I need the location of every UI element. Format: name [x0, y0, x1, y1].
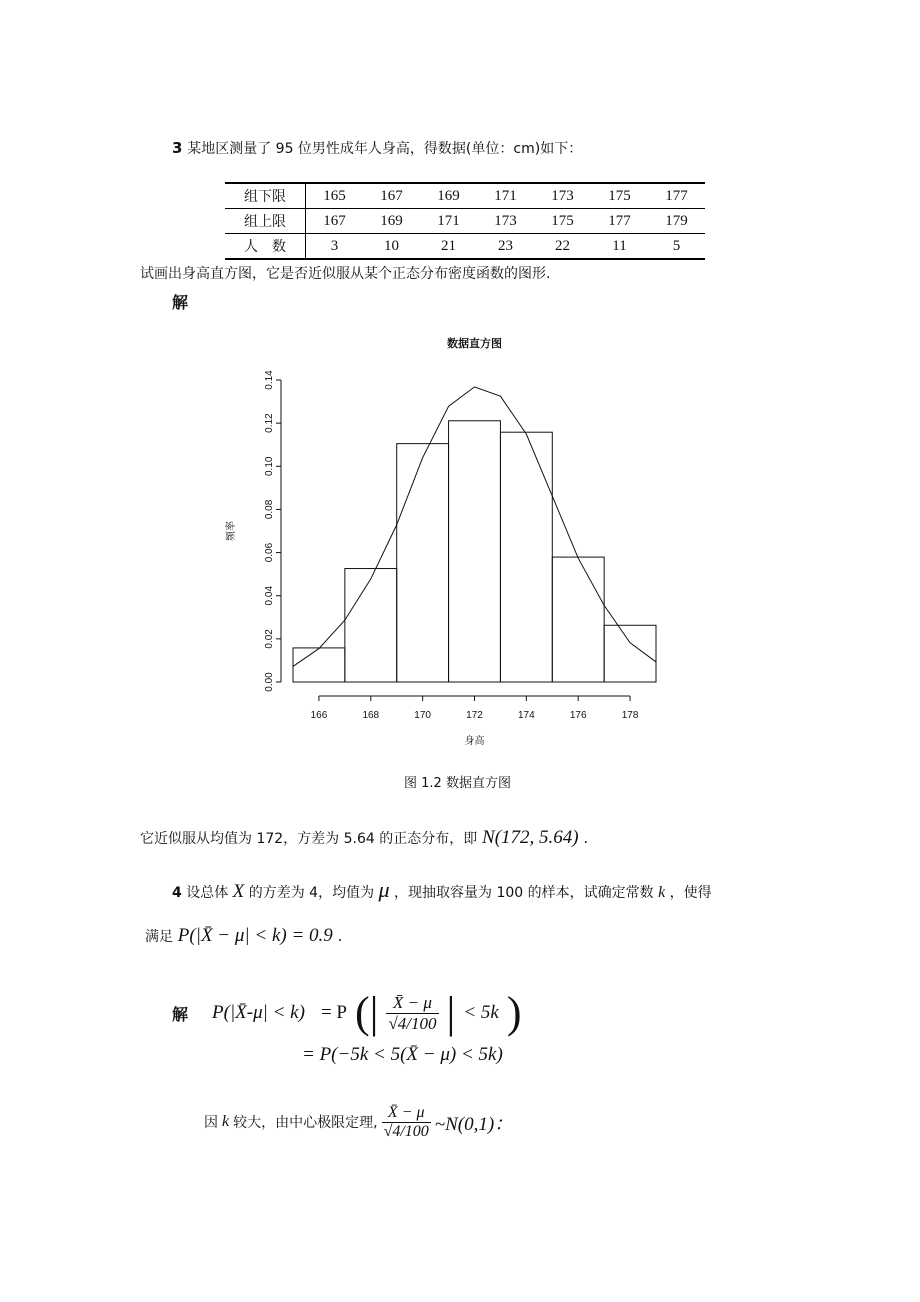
abs-bracket-close: | — [446, 988, 456, 1037]
var-k: k — [658, 884, 666, 901]
table-cell: 5 — [648, 234, 705, 260]
conclusion-text: 它近似服从均值为 172，方差为 5.64 的正态分布，即 — [140, 831, 478, 847]
problem-3-question: 试画出身高直方图，它是否近似服从某个正态分布密度函数的图形. — [140, 266, 551, 282]
paren-close: ) — [506, 988, 522, 1037]
var-k: k — [222, 1113, 230, 1130]
y-tick-label: 0.04 — [264, 585, 275, 606]
clt-text: 较大，由中心极限定理, — [233, 1115, 378, 1131]
standardized-fraction — [386, 993, 438, 1034]
x-tick-label: 170 — [414, 710, 431, 721]
x-tick-label: 172 — [466, 710, 483, 721]
histogram-bar — [293, 648, 345, 682]
table-cell: 173 — [534, 183, 591, 209]
var-mu: μ — [378, 877, 390, 902]
table-cell: 171 — [420, 209, 477, 234]
figure-caption: 图 1.2 数据直方图 — [404, 776, 511, 791]
solution-step-2: = P(−5k < 5(X̄ − μ) < 5k) — [302, 1044, 503, 1065]
conclusion-formula: N(172, 5.64) — [482, 827, 579, 848]
x-tick-label: 166 — [310, 710, 328, 721]
row-label: 组下限 — [225, 183, 306, 209]
problem-number: 4 — [172, 885, 182, 901]
step1-rhs: < 5k — [463, 1002, 499, 1023]
step1-eq: = P — [320, 1002, 347, 1023]
table-cell: 169 — [363, 209, 420, 234]
histogram-bar — [552, 557, 604, 682]
y-tick-label: 0.12 — [264, 413, 275, 433]
solution-step-1 — [172, 978, 522, 1048]
density-curve — [293, 387, 656, 667]
table-row — [225, 234, 705, 260]
clt-prefix: 因 — [204, 1115, 218, 1131]
table-cell: 175 — [591, 183, 648, 209]
histogram-bar — [604, 625, 656, 682]
fraction-denominator: √4/100 — [383, 1122, 429, 1140]
x-tick-label: 174 — [518, 710, 535, 721]
table-row — [225, 183, 705, 209]
histogram-bar — [449, 421, 501, 682]
table-cell: 177 — [591, 209, 648, 234]
p4-text-a: 设总体 — [186, 885, 229, 901]
p4-line2-prefix: 满足 — [145, 929, 173, 945]
histogram-bar — [500, 432, 552, 682]
problem-number: 3 — [172, 139, 183, 157]
histogram-bar — [345, 569, 397, 682]
y-tick-label: 0.02 — [264, 629, 275, 649]
clt-tail: ~N(0,1)： — [434, 1113, 514, 1135]
row-label: 组上限 — [225, 209, 306, 234]
table-cell: 169 — [420, 183, 477, 209]
table-cell: 167 — [306, 209, 364, 234]
problem-text: 某地区测量了 95 位男性成年人身高，得数据(单位：cm)如下： — [187, 141, 583, 157]
table-cell: 22 — [534, 234, 591, 260]
table-cell: 10 — [363, 234, 420, 260]
p4-text-d: ，使得 — [669, 885, 712, 901]
height-data-table — [225, 182, 705, 260]
chart-title: 数据直方图 — [447, 338, 502, 350]
clt-fraction — [382, 1104, 431, 1141]
y-tick-label: 0.06 — [264, 542, 275, 563]
problem-4-statement — [172, 877, 712, 903]
p4-text-b: 的方差为 4，均值为 — [248, 885, 375, 901]
fraction-denominator: √4/100 — [388, 1013, 437, 1033]
step1-lhs: P(|X̄-μ| < k) — [212, 1002, 305, 1023]
table-cell: 175 — [534, 209, 591, 234]
table-cell: 3 — [306, 234, 364, 260]
x-axis-label: 身高 — [464, 736, 485, 747]
abs-bracket: (| — [355, 988, 379, 1037]
conclusion-period: . — [583, 829, 589, 847]
x-tick-label: 168 — [362, 710, 380, 721]
condition-period: . — [337, 927, 343, 945]
condition-formula: P(|X̄ − μ| < k) = 0.9 — [177, 925, 333, 946]
y-tick-label: 0.14 — [264, 370, 275, 390]
table-cell: 21 — [420, 234, 477, 260]
histogram-bar — [397, 444, 449, 682]
problem-4-condition — [145, 926, 342, 947]
y-tick-label: 0.08 — [264, 499, 275, 520]
table-cell: 177 — [648, 183, 705, 209]
p4-text-c: ，现抽取容量为 100 的样本，试确定常数 — [394, 885, 654, 901]
y-tick-label: 0.00 — [264, 672, 275, 692]
problem-3-conclusion — [140, 828, 588, 849]
table-cell: 23 — [477, 234, 534, 260]
table-cell: 179 — [648, 209, 705, 234]
problem-3-statement — [172, 138, 582, 159]
histogram-chart — [210, 328, 690, 758]
y-tick-label: 0.10 — [264, 456, 275, 477]
x-tick-label: 176 — [569, 710, 587, 721]
clt-statement — [204, 1094, 513, 1150]
table-row — [225, 209, 705, 234]
solution-label: 解 — [172, 293, 189, 312]
var-x: X — [232, 881, 245, 902]
x-tick-label: 178 — [621, 710, 639, 721]
table-cell: 171 — [477, 183, 534, 209]
fraction-numerator: X̄ − μ — [382, 1104, 431, 1123]
table-cell: 167 — [363, 183, 420, 209]
table-cell: 11 — [591, 234, 648, 260]
solution-label: 解 — [172, 1004, 189, 1024]
y-axis-label: 频率 — [226, 521, 237, 541]
row-label: 人 数 — [225, 234, 306, 260]
table-cell: 173 — [477, 209, 534, 234]
fraction-numerator: X̄ − μ — [386, 993, 438, 1014]
table-cell: 165 — [306, 183, 364, 209]
